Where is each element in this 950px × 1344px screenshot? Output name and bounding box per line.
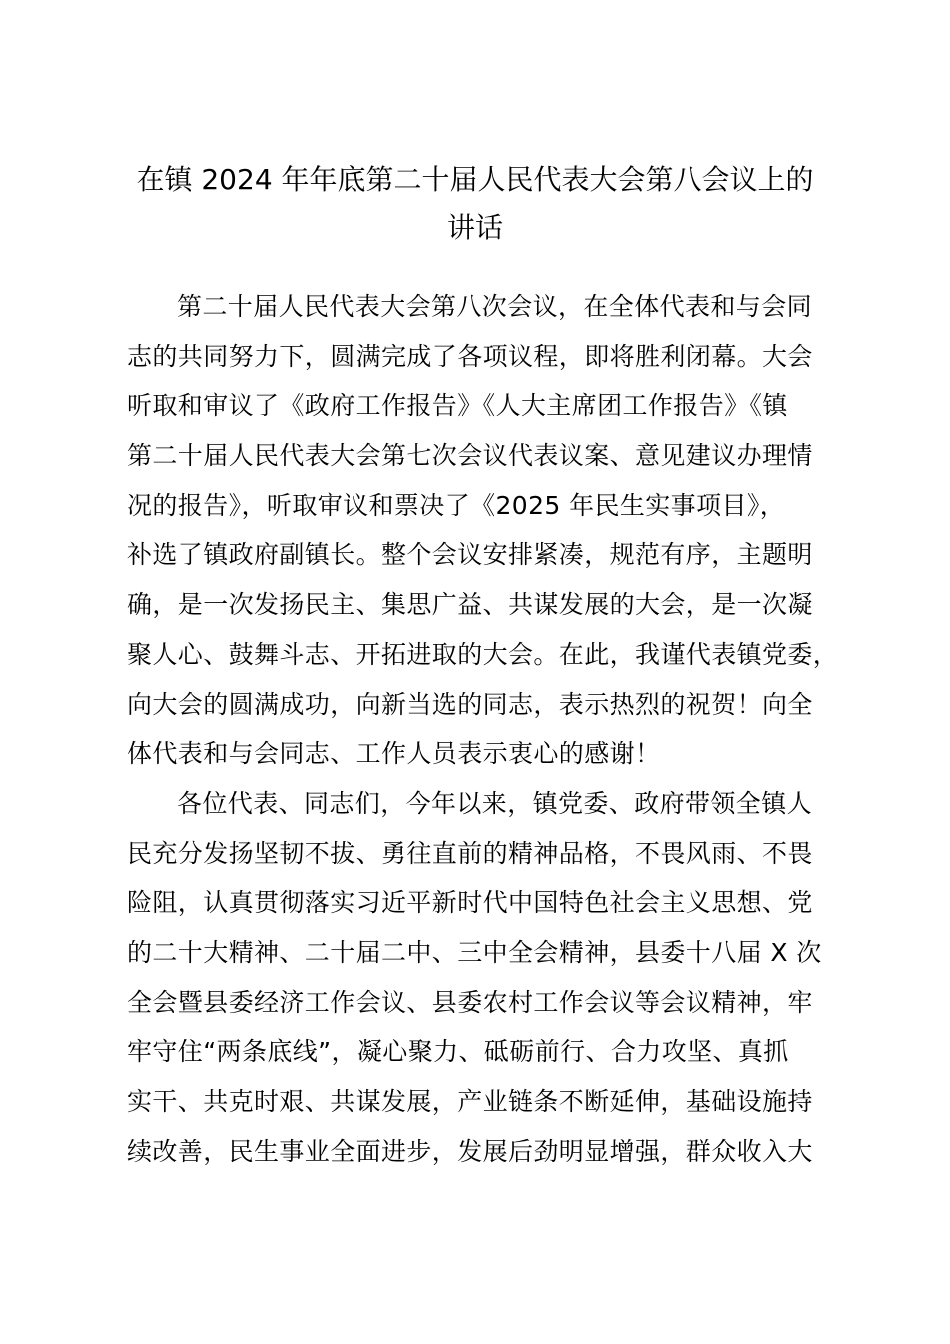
document-body <box>127 282 847 1176</box>
title-line-1: 在镇 2024 年年底第二十届人民代表大会第八会议上的 <box>136 163 814 196</box>
title-line-2: 讲话 <box>446 211 503 244</box>
document-title <box>110 156 840 252</box>
paragraph-line: 向大会的圆满成功，向新当选的同志，表示热烈的祝贺！向全 <box>127 689 813 719</box>
paragraph-line: 续改善，民生事业全面进步，发展后劲明显增强，群众收入大 <box>127 1136 813 1166</box>
paragraph-line: 听取和审议了《政府工作报告》《人大主席团工作报告》《镇 <box>127 391 788 421</box>
paragraph-1 <box>127 282 847 779</box>
paragraph-line: 第二十届人民代表大会第七次会议代表议案、意见建议办理情 <box>127 441 813 471</box>
paragraph-line: 全会暨县委经济工作会议、县委农村工作会议等会议精神，牢 <box>127 987 813 1017</box>
paragraph-line: 确，是一次发扬民主、集思广益、共谋发展的大会，是一次凝 <box>127 590 813 620</box>
paragraph-line: 民充分发扬坚韧不拔、勇往直前的精神品格，不畏风雨、不畏 <box>127 838 813 868</box>
paragraph-line: 第二十届人民代表大会第八次会议，在全体代表和与会同 <box>177 292 813 321</box>
paragraph-line: 各位代表、同志们，今年以来，镇党委、政府带领全镇人 <box>177 788 813 818</box>
paragraph-line: 实干、共克时艰、共谋发展，产业链条不断延伸，基础设施持 <box>127 1087 813 1116</box>
paragraph-line: 体代表和与会同志、工作人员表示衷心的感谢！ <box>127 739 661 769</box>
paragraph-line: 聚人心、鼓舞斗志、开拓进取的大会。在此，我谨代表镇党委， <box>127 639 839 669</box>
paragraph-line: 的二十大精神、二十届二中、三中全会精神，县委十八届 X 次 <box>127 937 822 967</box>
paragraph-2 <box>127 779 847 1177</box>
paragraph-line: 险阻，认真贯彻落实习近平新时代中国特色社会主义思想、党 <box>127 888 813 918</box>
paragraph-line: 志的共同努力下，圆满完成了各项议程，即将胜利闭幕。大会 <box>127 341 813 371</box>
paragraph-line: 补选了镇政府副镇长。整个会议安排紧凑，规范有序，主题明 <box>127 540 813 570</box>
paragraph-line: 牢守住“两条底线”，凝心聚力、砥砺前行、合力攻坚、真抓 <box>127 1037 789 1067</box>
paragraph-line: 况的报告》，听取审议和票决了《2025 年民生实事项目》， <box>127 490 786 520</box>
